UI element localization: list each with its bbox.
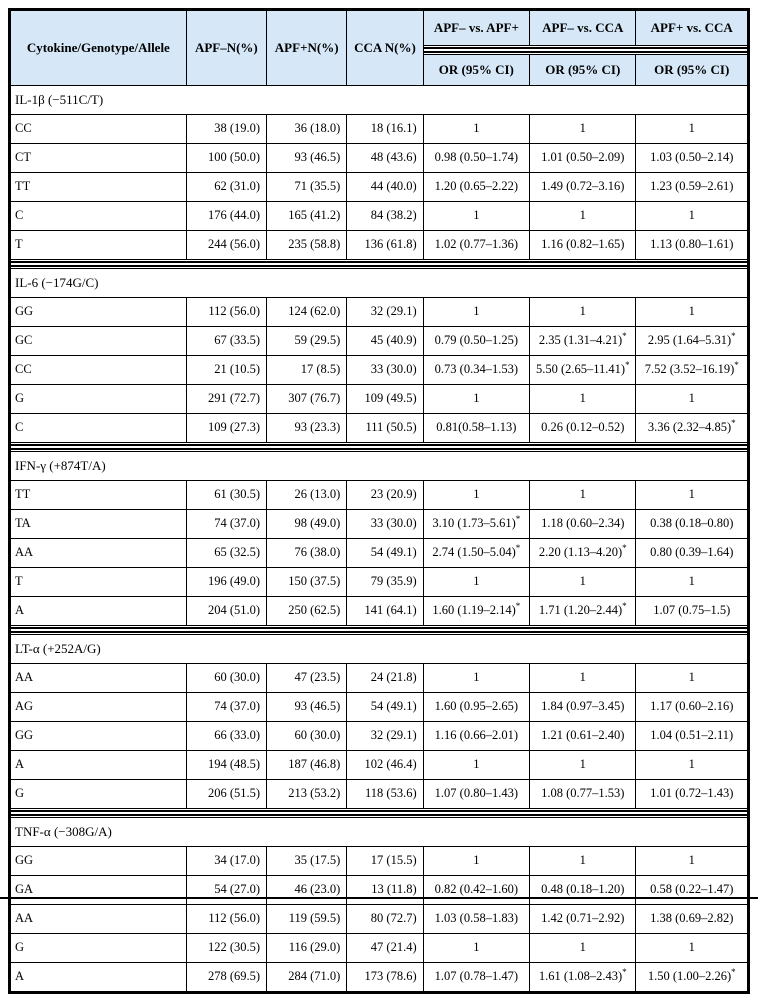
- or-ci-cell: 1: [636, 481, 749, 510]
- genotype-label: AA: [10, 539, 187, 568]
- or-ci-cell: 0.38 (0.18–0.80): [636, 510, 749, 539]
- table-row: [10, 414, 749, 443]
- count-cell: 34 (17.0): [186, 847, 266, 876]
- count-cell: 44 (40.0): [347, 173, 423, 202]
- or-ci-cell: 1.50 (1.00–2.26)*: [636, 963, 749, 993]
- double-rule-line: [11, 810, 747, 816]
- count-cell: 136 (61.8): [347, 231, 423, 260]
- genotype-label: TT: [10, 173, 187, 202]
- double-rule-line: [11, 444, 747, 450]
- or-ci-cell: 0.82 (0.42–1.60): [423, 876, 529, 905]
- count-cell: 36 (18.0): [267, 115, 347, 144]
- count-cell: 80 (72.7): [347, 905, 423, 934]
- count-cell: 23 (20.9): [347, 481, 423, 510]
- count-cell: 54 (49.1): [347, 693, 423, 722]
- count-cell: 61 (30.5): [186, 481, 266, 510]
- table-row: [10, 963, 749, 993]
- genotype-label: GA: [10, 876, 187, 905]
- genotype-label: A: [10, 597, 187, 626]
- table-row: [10, 722, 749, 751]
- count-cell: 47 (21.4): [347, 934, 423, 963]
- count-cell: 26 (13.0): [267, 481, 347, 510]
- section-title: IL-1β (−511C/T): [10, 86, 749, 115]
- count-cell: 206 (51.5): [186, 780, 266, 809]
- or-ci-cell: 1: [530, 934, 636, 963]
- table-row: [10, 356, 749, 385]
- double-rule-line: [11, 261, 747, 267]
- table-row: [10, 934, 749, 963]
- or-ci-cell: 0.48 (0.18–1.20): [530, 876, 636, 905]
- count-cell: 165 (41.2): [267, 202, 347, 231]
- header-or-ci-3: OR (95% CI): [636, 55, 749, 86]
- count-cell: 187 (46.8): [267, 751, 347, 780]
- count-cell: 112 (56.0): [186, 298, 266, 327]
- count-cell: 100 (50.0): [186, 144, 266, 173]
- count-cell: 112 (56.0): [186, 905, 266, 934]
- or-ci-cell: 1: [423, 847, 529, 876]
- count-cell: 45 (40.9): [347, 327, 423, 356]
- or-ci-cell: 1: [636, 298, 749, 327]
- section-title: IFN-γ (+874T/A): [10, 452, 749, 481]
- count-cell: 54 (49.1): [347, 539, 423, 568]
- section-title: IL-6 (−174G/C): [10, 269, 749, 298]
- significance-marker: *: [622, 600, 627, 611]
- double-rule-line: [11, 627, 747, 633]
- or-ci-cell: 2.35 (1.31–4.21)*: [530, 327, 636, 356]
- count-cell: 17 (8.5): [267, 356, 347, 385]
- or-ci-cell: 1: [530, 664, 636, 693]
- count-cell: 150 (37.5): [267, 568, 347, 597]
- count-cell: 102 (46.4): [347, 751, 423, 780]
- count-cell: 119 (59.5): [267, 905, 347, 934]
- count-cell: 59 (29.5): [267, 327, 347, 356]
- or-ci-cell: 1: [423, 298, 529, 327]
- header-or-ci-2: OR (95% CI): [530, 55, 636, 86]
- significance-marker: *: [734, 359, 739, 370]
- or-ci-cell: 3.10 (1.73–5.61)*: [423, 510, 529, 539]
- table-row: [10, 298, 749, 327]
- count-cell: 109 (49.5): [347, 385, 423, 414]
- or-ci-cell: 1.16 (0.66–2.01): [423, 722, 529, 751]
- or-ci-cell: 1: [636, 751, 749, 780]
- genotype-label: G: [10, 934, 187, 963]
- count-cell: 109 (27.3): [186, 414, 266, 443]
- or-ci-cell: 0.80 (0.39–1.64): [636, 539, 749, 568]
- or-ci-cell: 1: [636, 934, 749, 963]
- or-ci-cell: 1.20 (0.65–2.22): [423, 173, 529, 202]
- significance-marker: *: [622, 330, 627, 341]
- table-row: [10, 597, 749, 626]
- header-cytokine-genotype-allele: Cytokine/Genotype/Allele: [10, 10, 187, 86]
- count-cell: 291 (72.7): [186, 385, 266, 414]
- header-apf-pos-n: APF+N(%): [267, 10, 347, 86]
- count-cell: 54 (27.0): [186, 876, 266, 905]
- genotype-label: C: [10, 414, 187, 443]
- count-cell: 235 (58.8): [267, 231, 347, 260]
- genotype-label: T: [10, 231, 187, 260]
- table-row: [10, 780, 749, 809]
- or-ci-cell: 1: [530, 847, 636, 876]
- or-ci-cell: 1.21 (0.61–2.40): [530, 722, 636, 751]
- count-cell: 60 (30.0): [267, 722, 347, 751]
- or-ci-cell: 1: [423, 664, 529, 693]
- significance-marker: *: [515, 600, 521, 611]
- table-row: [10, 847, 749, 876]
- table-row: [10, 568, 749, 597]
- or-ci-cell: 0.58 (0.22–1.47): [636, 876, 749, 905]
- or-ci-cell: 3.36 (2.32–4.85)*: [636, 414, 749, 443]
- or-ci-cell: 1.13 (0.80–1.61): [636, 231, 749, 260]
- count-cell: 307 (76.7): [267, 385, 347, 414]
- count-cell: 84 (38.2): [347, 202, 423, 231]
- count-cell: 66 (33.0): [186, 722, 266, 751]
- or-ci-cell: 0.98 (0.50–1.74): [423, 144, 529, 173]
- cytokine-genotype-table: [8, 8, 750, 994]
- count-cell: 35 (17.5): [267, 847, 347, 876]
- header-cca-n: CCA N(%): [347, 10, 423, 86]
- or-ci-cell: 1: [636, 664, 749, 693]
- count-cell: 76 (38.0): [267, 539, 347, 568]
- header-or-ci-1: OR (95% CI): [423, 55, 529, 86]
- genotype-label: G: [10, 780, 187, 809]
- or-ci-cell: 2.74 (1.50–5.04)*: [423, 539, 529, 568]
- count-cell: 79 (35.9): [347, 568, 423, 597]
- or-ci-cell: 0.26 (0.12–0.52): [530, 414, 636, 443]
- or-ci-cell: 1: [636, 847, 749, 876]
- or-ci-cell: 1: [530, 568, 636, 597]
- count-cell: 116 (29.0): [267, 934, 347, 963]
- count-cell: 173 (78.6): [347, 963, 423, 993]
- section-title-row: [10, 86, 749, 115]
- genotype-label: GG: [10, 298, 187, 327]
- genotype-label: TA: [10, 510, 187, 539]
- count-cell: 244 (56.0): [186, 231, 266, 260]
- genotype-label: AG: [10, 693, 187, 722]
- header-apfneg-vs-apfpos: APF– vs. APF+: [423, 10, 529, 46]
- table-row: [10, 693, 749, 722]
- count-cell: 47 (23.5): [267, 664, 347, 693]
- or-ci-cell: 1.38 (0.69–2.82): [636, 905, 749, 934]
- or-ci-cell: 1.60 (1.19–2.14)*: [423, 597, 529, 626]
- table-row: [10, 173, 749, 202]
- genotype-label: AA: [10, 905, 187, 934]
- or-ci-cell: 1: [530, 115, 636, 144]
- or-ci-cell: 1.18 (0.60–2.34): [530, 510, 636, 539]
- or-ci-cell: 2.95 (1.64–5.31)*: [636, 327, 749, 356]
- count-cell: 118 (53.6): [347, 780, 423, 809]
- count-cell: 33 (30.0): [347, 510, 423, 539]
- section-separator: [10, 809, 749, 818]
- count-cell: 196 (49.0): [186, 568, 266, 597]
- significance-marker: *: [625, 359, 630, 370]
- or-ci-cell: 1: [423, 202, 529, 231]
- count-cell: 122 (30.5): [186, 934, 266, 963]
- count-cell: 98 (49.0): [267, 510, 347, 539]
- or-ci-cell: 1.04 (0.51–2.11): [636, 722, 749, 751]
- count-cell: 46 (23.0): [267, 876, 347, 905]
- count-cell: 18 (16.1): [347, 115, 423, 144]
- count-cell: 176 (44.0): [186, 202, 266, 231]
- table-row: [10, 664, 749, 693]
- section-title: TNF-α (−308G/A): [10, 818, 749, 847]
- or-ci-cell: 1: [636, 568, 749, 597]
- significance-marker: *: [731, 966, 736, 977]
- or-ci-cell: 1: [530, 481, 636, 510]
- or-ci-cell: 1: [636, 202, 749, 231]
- or-ci-cell: 0.81(0.58–1.13): [423, 414, 529, 443]
- genotype-label: C: [10, 202, 187, 231]
- or-ci-cell: 1.71 (1.20–2.44)*: [530, 597, 636, 626]
- or-ci-cell: 1.61 (1.08–2.43)*: [530, 963, 636, 993]
- genotype-label: T: [10, 568, 187, 597]
- genotype-label: TT: [10, 481, 187, 510]
- or-ci-cell: 1: [423, 751, 529, 780]
- section-separator: [10, 260, 749, 269]
- or-ci-cell: 1: [530, 202, 636, 231]
- or-ci-cell: 1.42 (0.71–2.92): [530, 905, 636, 934]
- count-cell: 24 (21.8): [347, 664, 423, 693]
- or-ci-cell: 0.79 (0.50–1.25): [423, 327, 529, 356]
- section-title-row: [10, 452, 749, 481]
- header-apf-neg-n: APF–N(%): [186, 10, 266, 86]
- genotype-label: G: [10, 385, 187, 414]
- or-ci-cell: 1: [636, 385, 749, 414]
- count-cell: 33 (30.0): [347, 356, 423, 385]
- section-title: LT-α (+252A/G): [10, 635, 749, 664]
- header-apfneg-vs-cca: APF– vs. CCA: [530, 10, 636, 46]
- count-cell: 60 (30.0): [186, 664, 266, 693]
- genotype-label: AA: [10, 664, 187, 693]
- or-ci-cell: 5.50 (2.65–11.41)*: [530, 356, 636, 385]
- significance-marker: *: [731, 330, 736, 341]
- count-cell: 111 (50.5): [347, 414, 423, 443]
- or-ci-cell: 1: [423, 385, 529, 414]
- count-cell: 32 (29.1): [347, 298, 423, 327]
- genotype-label: A: [10, 963, 187, 993]
- significance-marker: *: [515, 513, 521, 524]
- section-separator: [10, 443, 749, 452]
- table-row: [10, 115, 749, 144]
- count-cell: 93 (46.5): [267, 693, 347, 722]
- count-cell: 124 (62.0): [267, 298, 347, 327]
- count-cell: 65 (32.5): [186, 539, 266, 568]
- count-cell: 93 (46.5): [267, 144, 347, 173]
- or-ci-cell: 1.49 (0.72–3.16): [530, 173, 636, 202]
- count-cell: 194 (48.5): [186, 751, 266, 780]
- count-cell: 48 (43.6): [347, 144, 423, 173]
- count-cell: 250 (62.5): [267, 597, 347, 626]
- count-cell: 21 (10.5): [186, 356, 266, 385]
- or-ci-cell: 1.17 (0.60–2.16): [636, 693, 749, 722]
- or-ci-cell: 1.84 (0.97–3.45): [530, 693, 636, 722]
- count-cell: 71 (35.5): [267, 173, 347, 202]
- or-ci-cell: 2.20 (1.13–4.20)*: [530, 539, 636, 568]
- count-cell: 204 (51.0): [186, 597, 266, 626]
- genotype-label: CC: [10, 356, 187, 385]
- table-row: [10, 231, 749, 260]
- count-cell: 38 (19.0): [186, 115, 266, 144]
- table-row: [10, 327, 749, 356]
- count-cell: 62 (31.0): [186, 173, 266, 202]
- count-cell: 93 (23.3): [267, 414, 347, 443]
- or-ci-cell: 1: [530, 751, 636, 780]
- table-row: [10, 144, 749, 173]
- count-cell: 17 (15.5): [347, 847, 423, 876]
- section-title-row: [10, 269, 749, 298]
- or-ci-cell: 1.03 (0.50–2.14): [636, 144, 749, 173]
- genotype-label: A: [10, 751, 187, 780]
- count-cell: 67 (33.5): [186, 327, 266, 356]
- or-ci-cell: 1.02 (0.77–1.36): [423, 231, 529, 260]
- or-ci-cell: 7.52 (3.52–16.19)*: [636, 356, 749, 385]
- significance-marker: *: [622, 966, 627, 977]
- or-ci-cell: 1: [423, 934, 529, 963]
- bottom-rule: [0, 897, 758, 899]
- or-ci-cell: 1.08 (0.77–1.53): [530, 780, 636, 809]
- or-ci-cell: 1: [530, 385, 636, 414]
- section-title-row: [10, 635, 749, 664]
- table-row: [10, 539, 749, 568]
- or-ci-cell: 1.07 (0.80–1.43): [423, 780, 529, 809]
- significance-marker: *: [515, 542, 521, 553]
- count-cell: 141 (64.1): [347, 597, 423, 626]
- count-cell: 213 (53.2): [267, 780, 347, 809]
- table-row: [10, 876, 749, 905]
- double-rule-line: [424, 47, 747, 53]
- or-ci-cell: 1: [423, 115, 529, 144]
- or-ci-cell: 1: [636, 115, 749, 144]
- table-row: [10, 481, 749, 510]
- table-row: [10, 385, 749, 414]
- or-ci-cell: 1.23 (0.59–2.61): [636, 173, 749, 202]
- section-title-row: [10, 818, 749, 847]
- or-ci-cell: 1: [423, 481, 529, 510]
- table-row: [10, 510, 749, 539]
- or-ci-cell: 1.16 (0.82–1.65): [530, 231, 636, 260]
- table-row: [10, 905, 749, 934]
- or-ci-cell: 1: [530, 298, 636, 327]
- count-cell: 74 (37.0): [186, 510, 266, 539]
- or-ci-cell: 1.01 (0.50–2.09): [530, 144, 636, 173]
- table-row: [10, 202, 749, 231]
- count-cell: 278 (69.5): [186, 963, 266, 993]
- count-cell: 13 (11.8): [347, 876, 423, 905]
- genotype-label: GG: [10, 722, 187, 751]
- genotype-label: GC: [10, 327, 187, 356]
- genotype-label: GG: [10, 847, 187, 876]
- or-ci-cell: 1.01 (0.72–1.43): [636, 780, 749, 809]
- or-ci-cell: 0.73 (0.34–1.53): [423, 356, 529, 385]
- or-ci-cell: 1.07 (0.75–1.5): [636, 597, 749, 626]
- genotype-label: CC: [10, 115, 187, 144]
- section-separator: [10, 626, 749, 635]
- significance-marker: *: [622, 542, 627, 553]
- count-cell: 74 (37.0): [186, 693, 266, 722]
- table-row: [10, 751, 749, 780]
- significance-marker: *: [731, 417, 736, 428]
- or-ci-cell: 1: [423, 568, 529, 597]
- count-cell: 32 (29.1): [347, 722, 423, 751]
- or-ci-cell: 1.60 (0.95–2.65): [423, 693, 529, 722]
- genotype-label: CT: [10, 144, 187, 173]
- or-ci-cell: 1.07 (0.78–1.47): [423, 963, 529, 993]
- header-apfpos-vs-cca: APF+ vs. CCA: [636, 10, 749, 46]
- count-cell: 284 (71.0): [267, 963, 347, 993]
- or-ci-cell: 1.03 (0.58–1.83): [423, 905, 529, 934]
